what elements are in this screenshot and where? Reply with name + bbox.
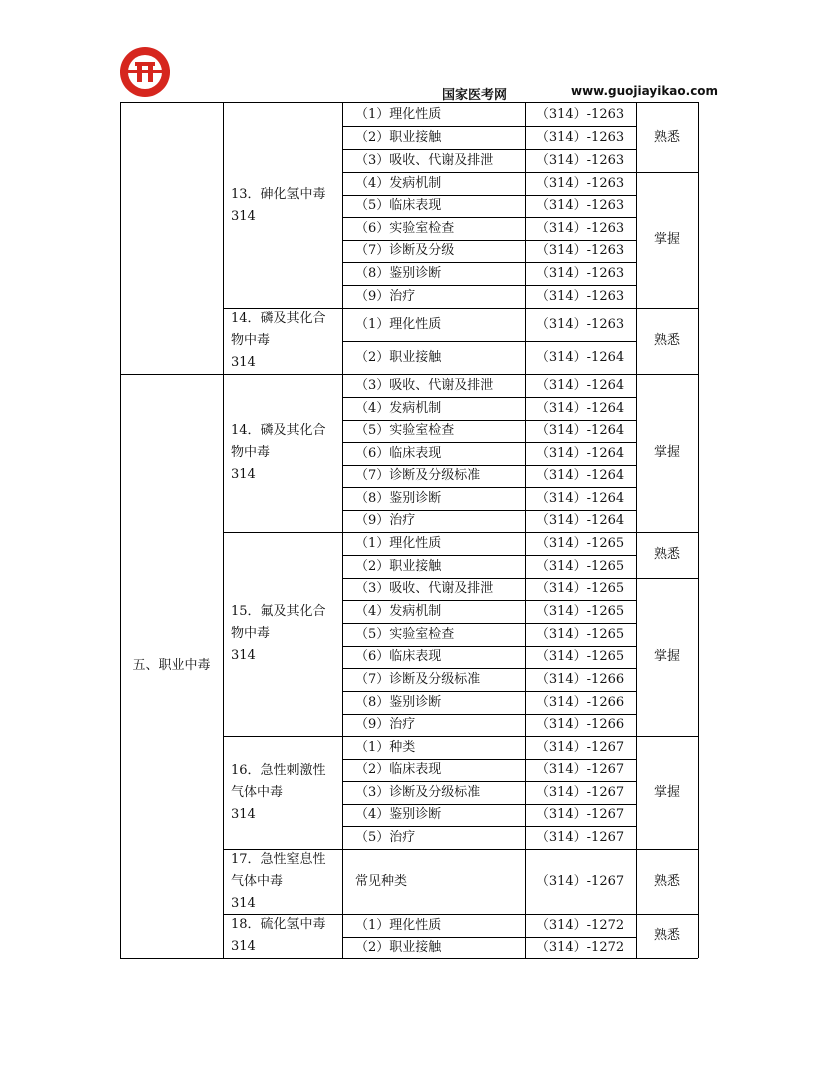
reference-cell: （314）-1264 [535,423,625,438]
content-cell: （4）发病机制 [355,400,442,416]
item-cell [223,532,341,736]
item-title-line: 314 [231,355,256,370]
content-cell: （3）诊断及分级标准 [355,784,481,800]
row-divider [636,532,698,533]
reference-cell: （314）-1267 [535,784,625,800]
content-cell: （3）吸收、代谢及排泄 [355,581,494,596]
content-cell: （9）治疗 [355,717,416,732]
reference-cell: （314）-1267 [535,807,625,822]
row-divider [223,849,342,850]
content-cell: （5）实验室检查 [355,626,455,642]
item-title-line: 314 [231,208,256,224]
row-divider [342,668,636,669]
content-cell: （3）吸收、代谢及排泄 [355,377,494,393]
content-cell: （1）理化性质 [355,106,442,122]
content-cell: （8）鉴别诊断 [355,694,442,710]
row-divider [636,308,698,309]
section-title: 五、职业中毒 [132,658,211,673]
row-divider [223,914,342,915]
item-title-line: 气体中毒 [231,873,284,889]
row-divider [342,341,636,342]
row-divider [342,217,636,218]
row-divider [342,374,636,375]
reference-cell: （314）-1272 [535,917,625,933]
row-divider [342,826,636,827]
reference-cell: （314）-1263 [535,288,625,304]
content-cell: （1）理化性质 [355,917,442,933]
content-cell: （3）吸收、代谢及排泄 [355,152,494,168]
content-cell: （9）治疗 [355,513,416,528]
content-cell: （6）临床表现 [355,649,442,664]
reference-cell: （314）-1263 [535,198,625,213]
requirement-cell: 掌握 [653,784,680,800]
row-divider [342,781,636,782]
row-divider [342,804,636,805]
content-cell: （6）临床表现 [355,445,442,461]
reference-cell: （314）-1263 [535,152,625,168]
reference-cell: （314）-1267 [535,739,625,755]
requirement-cell: 掌握 [653,649,680,664]
reference-cell: （314）-1263 [535,220,625,236]
item-title-line: 物中毒 [231,626,271,641]
row-divider [342,442,636,443]
reference-cell: （314）-1272 [535,939,625,955]
row-divider [636,914,698,915]
item-title-line: 314 [231,467,256,482]
row-divider [342,262,636,263]
requirement-cell: 熟悉 [653,547,680,562]
reference-cell: （314）-1264 [535,400,625,416]
row-divider [342,487,636,488]
column-divider [698,103,699,958]
content-cell: （6）实验室检查 [355,220,455,236]
row-divider [636,172,698,173]
content-cell: （2）职业接触 [355,129,442,145]
requirement-cell: 熟悉 [653,928,680,943]
content-cell: （7）诊断及分级标准 [355,468,481,483]
content-cell: （7）诊断及分级标准 [355,671,481,687]
row-divider [342,240,636,241]
row-divider [223,532,342,533]
reference-cell: （314）-1263 [535,106,625,122]
row-divider [342,532,636,533]
guojiayikao-logo [118,45,172,99]
content-cell: （1）理化性质 [355,535,442,551]
row-divider [342,714,636,715]
content-cell: （5）治疗 [355,829,416,845]
row-divider [342,849,636,850]
content-cell: （5）实验室检查 [355,423,455,438]
item-title-line: 13．砷化氢中毒 [231,186,326,202]
requirement-cell: 掌握 [653,445,680,460]
reference-cell: （314）-1264 [535,468,625,483]
item-title-line: 314 [231,895,256,911]
row-divider [342,285,636,286]
reference-cell: （314）-1266 [535,694,625,710]
content-cell: （2）职业接触 [355,558,442,574]
row-divider [636,849,698,850]
row-divider [342,149,636,150]
row-divider [342,646,636,647]
reference-cell: （314）-1263 [535,316,625,332]
item-title-line: 物中毒 [231,333,271,348]
content-cell: （9）治疗 [355,288,416,304]
item-title-line: 16．急性刺激性 [231,762,326,778]
row-divider [636,578,698,579]
reference-cell: （314）-1264 [535,349,625,365]
reference-cell: （314）-1264 [535,490,625,506]
requirement-cell: 掌握 [653,232,680,247]
item-title-line: 314 [231,648,256,663]
requirement-cell: 熟悉 [653,333,680,348]
row-divider [120,374,223,375]
row-divider [120,958,698,959]
row-divider [342,578,636,579]
reference-cell: （314）-1265 [535,581,625,596]
row-divider [342,555,636,556]
content-cell: （4）鉴别诊断 [355,807,442,822]
row-divider [636,374,698,375]
item-title-line: 物中毒 [231,445,271,460]
reference-cell: （314）-1265 [535,649,625,664]
reference-cell: （314）-1264 [535,377,625,393]
row-divider [342,308,636,309]
content-cell: 常见种类 [355,873,408,889]
item-title-line: 314 [231,806,256,822]
row-divider [342,623,636,624]
section-cell [120,103,223,374]
item-cell [223,914,341,958]
row-divider [342,126,636,127]
content-cell: （8）鉴别诊断 [355,490,442,506]
row-divider [342,465,636,466]
item-cell [223,308,341,374]
reference-cell: （314）-1264 [535,513,625,528]
item-title-line: 314 [231,939,256,954]
item-title-line: 18．硫化氢中毒 [231,917,326,932]
reference-cell: （314）-1267 [535,829,625,845]
content-cell: （7）诊断及分级 [355,243,455,258]
reference-cell: （314）-1267 [535,873,625,889]
content-cell: （2）临床表现 [355,762,442,777]
item-title-line: 14．磷及其化合 [231,423,326,438]
reference-cell: （314）-1263 [535,129,625,145]
item-title-line: 14．磷及其化合 [231,311,326,326]
row-divider [636,736,698,737]
section-cell [120,374,223,958]
requirement-cell: 熟悉 [653,129,680,145]
content-cell: （2）职业接触 [355,939,442,955]
reference-cell: （314）-1264 [535,445,625,461]
item-title-line: 15．氟及其化合 [231,604,326,619]
row-divider [223,374,342,375]
reference-cell: （314）-1267 [535,762,625,777]
item-cell [223,849,341,914]
row-divider [342,736,636,737]
row-divider [342,937,636,938]
row-divider [342,691,636,692]
reference-cell: （314）-1266 [535,671,625,687]
content-cell: （4）发病机制 [355,175,442,191]
content-cell: （8）鉴别诊断 [355,265,442,281]
row-divider [342,600,636,601]
content-cell: （5）临床表现 [355,198,442,213]
content-cell: （1）种类 [355,739,416,755]
reference-cell: （314）-1265 [535,626,625,642]
reference-cell: （314）-1266 [535,717,625,732]
reference-cell: （314）-1265 [535,603,625,619]
row-divider [342,195,636,196]
reference-cell: （314）-1263 [535,175,625,191]
row-divider [342,759,636,760]
item-cell [223,374,341,532]
content-cell: （2）职业接触 [355,349,442,365]
row-divider [223,736,342,737]
site-name: 国家医考网 [442,88,508,103]
row-divider [342,420,636,421]
row-divider [342,397,636,398]
reference-cell: （314）-1265 [535,535,625,551]
reference-cell: （314）-1265 [535,558,625,574]
row-divider [342,914,636,915]
item-title-line: 气体中毒 [231,784,284,800]
item-title-line: 17．急性窒息性 [231,851,326,867]
row-divider [223,308,342,309]
reference-cell: （314）-1263 [535,265,625,281]
reference-cell: （314）-1263 [535,243,625,258]
row-divider [342,510,636,511]
content-cell: （4）发病机制 [355,603,442,619]
item-cell [223,736,341,849]
row-divider [342,172,636,173]
site-url[interactable]: www.guojiayikao.com [571,84,719,98]
requirement-cell: 熟悉 [653,873,680,889]
content-cell: （1）理化性质 [355,316,442,332]
item-cell [223,103,341,308]
